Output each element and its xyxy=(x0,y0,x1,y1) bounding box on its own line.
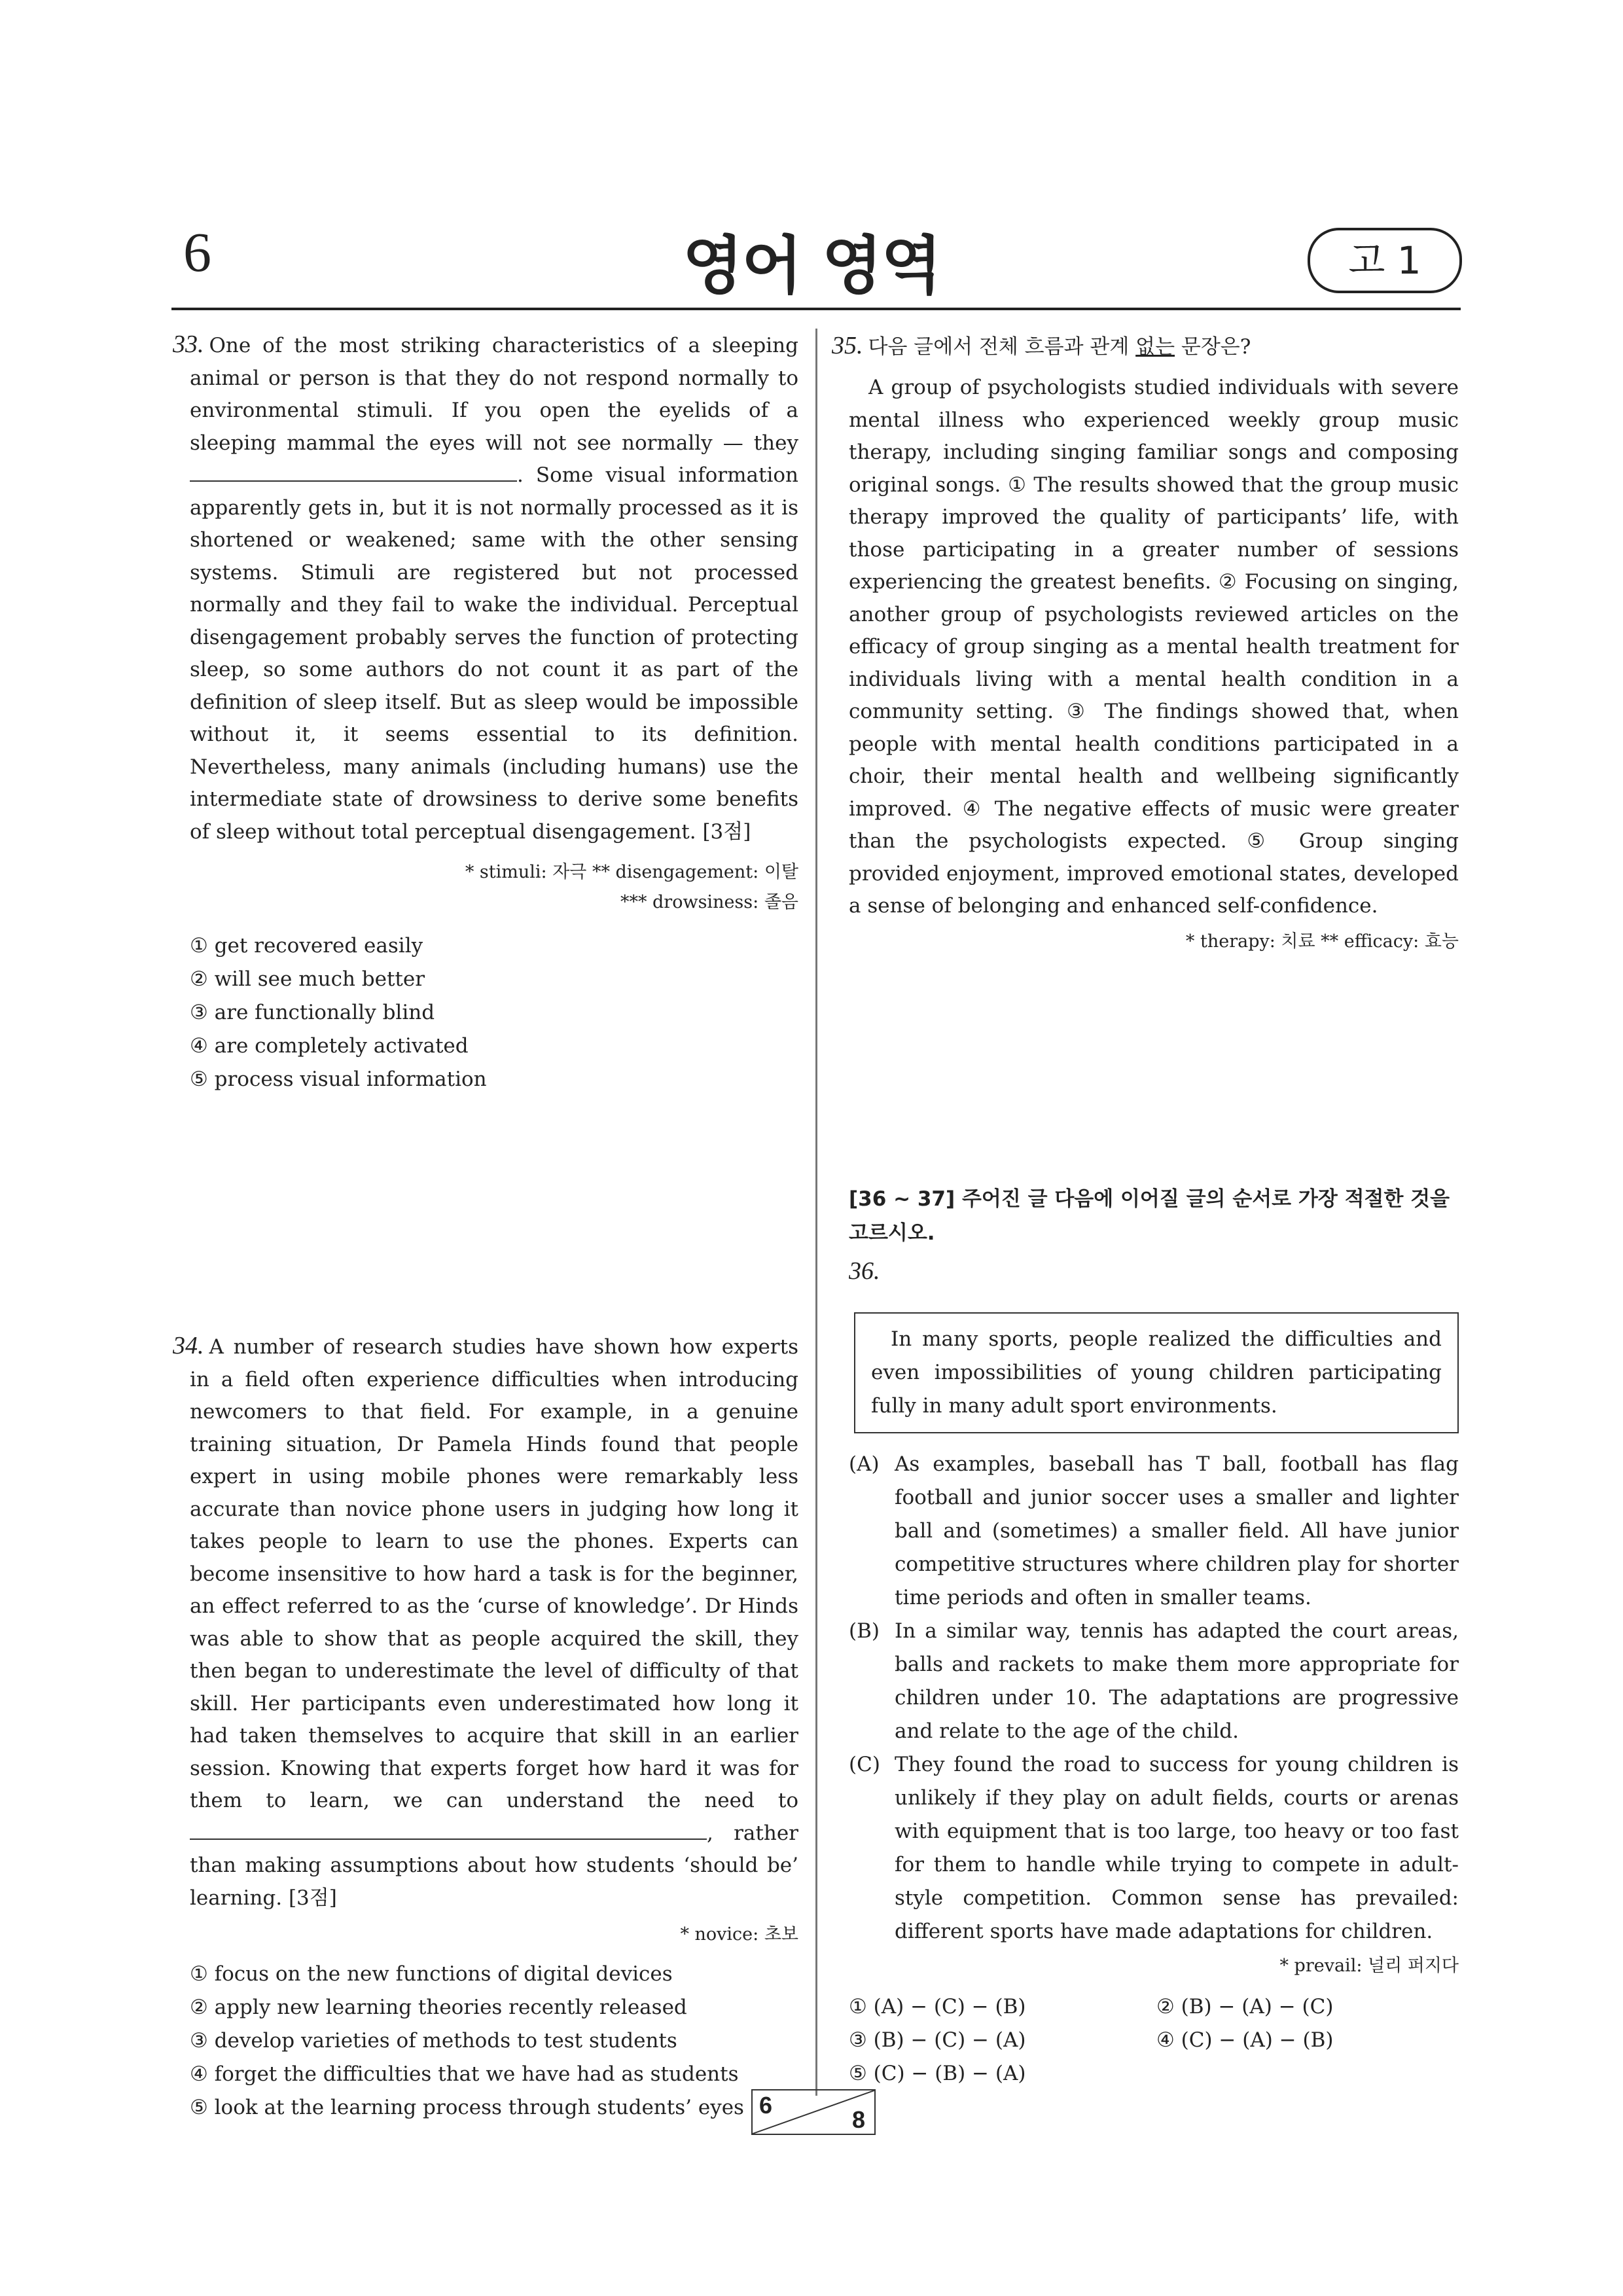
option-3[interactable]: ③ are functionally blind xyxy=(190,1001,435,1024)
question-text-continued: , rather than making assumptions about how students ‘should be’ learning. [3점] xyxy=(190,1821,798,1910)
paragraph-text: In a similar way, tennis has adapted the court areas, balls and rackets to make them more appropriate for children under 10. The adaptations are progressive and relate to the age of the child. xyxy=(895,1619,1459,1743)
paragraph-text: As examples, baseball has T ball, football has flag football and junior soccer uses a smaller and lighter ball and (sometimes) a smaller field. All have junior competitive structures where children play for shorter time periods and often in smaller teams. xyxy=(895,1452,1459,1609)
option-4[interactable]: ④ (C) − (A) − (B) xyxy=(1156,2028,1334,2052)
page-title: 영어 영역 xyxy=(682,229,941,302)
given-passage: In many sports, people realized the difficulties and even impossibilities of young children participating fully in many adult sport environments. xyxy=(871,1327,1442,1418)
answer-options xyxy=(190,1958,798,2125)
question-text-continued: . Some visual information apparently gets in, but it is not normally processed as it is shortened or weakened; same with the other sensing systems. Stimuli are registered but not processed normally and they fail to wake the individual. Perceptual disengagement probably serves the function of protecting sleep, so some authors do not count it as part of the definition of sleep itself. But as sleep would be impossible without it, it seems essential to its definition. Nevertheless, many animals (including humans) use the intermediate state of drowsiness to derive some benefits of sleep without total perceptual disengagement. [3점] xyxy=(190,463,798,844)
footnote: *** drowsiness: 졸음 xyxy=(620,892,798,912)
question-number: 35. xyxy=(832,332,863,359)
answer-blank xyxy=(190,1819,707,1840)
paragraph-label: (A) xyxy=(849,1452,880,1476)
given-passage-box xyxy=(854,1312,1459,1433)
total-pages: 8 xyxy=(852,2106,866,2133)
question-33 xyxy=(173,329,798,1096)
option-3[interactable]: ③ develop varieties of methods to test students xyxy=(190,2029,677,2053)
option-1[interactable]: ① focus on the new functions of digital devices xyxy=(190,1962,673,1986)
header-rule xyxy=(171,308,1461,310)
option-4[interactable]: ④ forget the difficulties that we have had as students xyxy=(190,2062,739,2086)
current-page: 6 xyxy=(759,2092,773,2119)
paragraph-text: They found the road to success for young children is unlikely if they play on adult fields, courts or arenas with equipment that is too large, too heavy or too fast for them to handle while trying to compete in adult-style competition. Common sense has prevailed: different sports have made adaptations for children. xyxy=(895,1753,1459,1943)
paragraph-b xyxy=(849,1615,1459,1748)
question-prompt: 다음 글에서 전체 흐름과 관계 xyxy=(868,335,1130,359)
question-prompt-end: 문장은? xyxy=(1181,335,1251,359)
answer-blank xyxy=(190,461,517,482)
footnote: * novice: 초보 xyxy=(680,1924,798,1945)
question-text: A number of research studies have shown how experts in a field often experience difficulties when introducing newcomers to that field. For example, in a genuine training situation, Dr Pamela Hinds found that people expert in using mobile phones were remarkably less accurate than novice phone users in judging how long it takes people to learn to use the phones. Experts can become insensitive to how hard a task is for the beginner, an effect referred to as the ‘curse of knowledge’. Dr Hinds was able to show that as people acquired the skill, they then began to underestimate the level of difficulty of that skill. Her participants even underestimated how long it had taken themselves to acquire that skill in an earlier session. Knowing that experts forget how hard it was for them to learn, we can understand the need to xyxy=(190,1335,798,1812)
answer-options xyxy=(849,1990,1459,2090)
paragraph-list xyxy=(849,1448,1459,1948)
option-5[interactable]: ⑤ (C) − (B) − (A) xyxy=(849,2062,1026,2085)
option-5[interactable]: ⑤ process visual information xyxy=(190,1067,487,1091)
answer-options xyxy=(190,929,798,1096)
paragraph-label: (C) xyxy=(849,1753,880,1776)
question-number: 33. xyxy=(173,331,204,358)
column-divider xyxy=(815,329,817,2096)
footnote: * therapy: 치료 ** efficacy: 효능 xyxy=(1185,931,1459,952)
question-34 xyxy=(173,1330,798,2125)
option-2[interactable]: ② (B) − (A) − (C) xyxy=(1156,1995,1334,2018)
option-2[interactable]: ② apply new learning theories recently released xyxy=(190,1996,687,2019)
option-1[interactable]: ① get recovered easily xyxy=(190,934,423,958)
paragraph-label: (B) xyxy=(849,1619,880,1643)
footnote: * prevail: 널리 퍼지다 xyxy=(1279,1956,1459,1976)
option-4[interactable]: ④ are completely activated xyxy=(190,1034,469,1058)
question-number: 36. xyxy=(849,1257,880,1285)
grade-badge: 고 1 xyxy=(1308,228,1462,293)
paragraph-a xyxy=(849,1448,1459,1615)
option-1[interactable]: ① (A) − (C) − (B) xyxy=(849,1995,1026,2018)
option-3[interactable]: ③ (B) − (C) − (A) xyxy=(849,2028,1026,2052)
question-prompt-underlined: 없는 xyxy=(1135,335,1175,359)
question-35 xyxy=(832,329,1459,957)
passage-text: A group of psychologists studied individuals with severe mental illness who experienced weekly group music therapy, including singing familiar songs and composing original songs. ① The results showed that the group music therapy improved the quality of participants’ life, with those participating in a greater number of sessions experiencing the greatest benefits. ② Focusing on singing, another group of psychologists reviewed articles on the efficacy of group singing as a mental health treatment for individuals living with a mental health condition in a community setting. ③ The findings showed that, when people with mental health conditions participated in a choir, their mental health and wellbeing significantly improved. ④ The negative effects of music were greater than the psychologists expected. ⑤ Group singing provided enjoyment, improved emotional states, developed a sense of belonging and enhanced self-confidence. xyxy=(849,376,1459,918)
section-heading: [36 ~ 37] 주어진 글 다음에 이어질 글의 순서로 가장 적절한 것을 고르시오. xyxy=(849,1187,1450,1245)
paragraph-c xyxy=(849,1748,1459,1948)
footnote: * stimuli: 자극 ** disengagement: 이탈 xyxy=(465,862,798,882)
page-number: 6 xyxy=(183,221,211,283)
question-text: One of the most striking characteristics of a sleeping animal or person is that they do not respond normally to environmental stimuli. If you open the eyelids of a sleeping mammal the eyes will not see normally — they xyxy=(190,334,798,455)
option-5[interactable]: ⑤ look at the learning process through students’ eyes xyxy=(190,2096,744,2119)
question-number: 34. xyxy=(173,1332,204,1359)
question-36 xyxy=(849,1254,1459,2090)
option-2[interactable]: ② will see much better xyxy=(190,967,425,991)
